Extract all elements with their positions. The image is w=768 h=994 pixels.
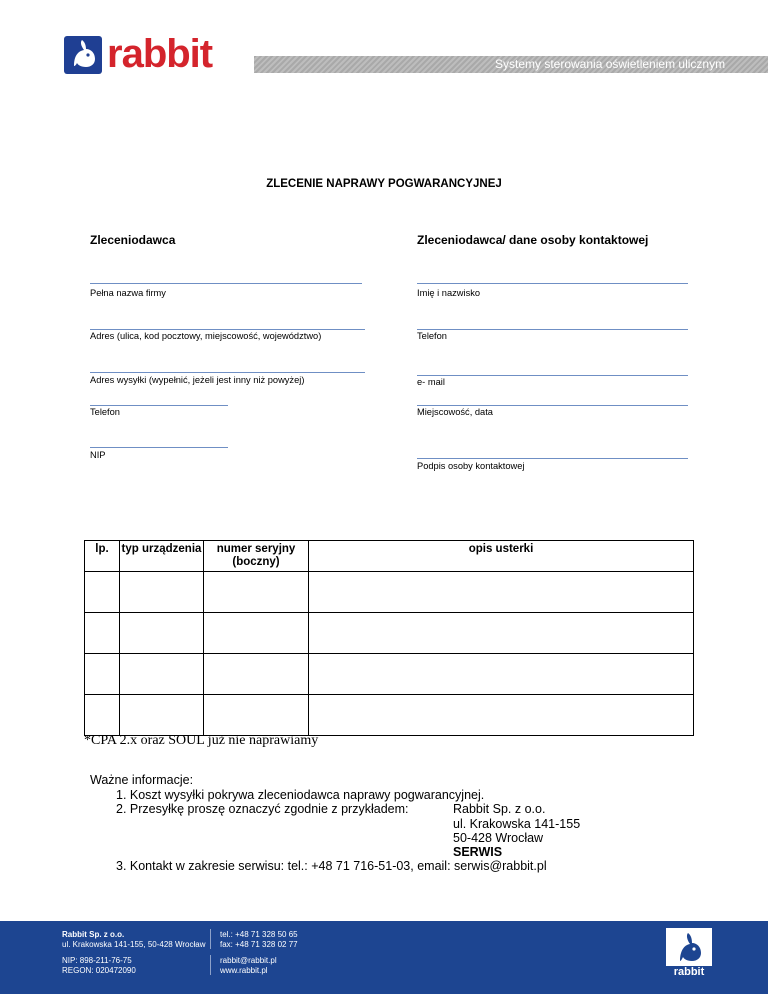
footer-fax: fax: +48 71 328 02 77 bbox=[220, 940, 298, 949]
repair-note: *CPA 2.x oraz SOUL już nie naprawiamy bbox=[84, 733, 319, 748]
table-cell[interactable] bbox=[204, 654, 309, 695]
repair-table bbox=[84, 540, 694, 736]
place-date-line[interactable] bbox=[417, 405, 688, 406]
footer-divider bbox=[210, 955, 211, 975]
col-header-device-type: typ urządzenia bbox=[120, 541, 204, 572]
footer-address: ul. Krakowska 141-155, 50-428 Wrocław bbox=[62, 940, 206, 949]
footer-www[interactable]: www.rabbit.pl bbox=[220, 966, 268, 975]
address-label: Adres (ulica, kod pocztowy, miejscowość, województwo) bbox=[90, 331, 322, 341]
rabbit-logo bbox=[64, 32, 226, 78]
table-cell[interactable] bbox=[85, 572, 120, 613]
shipping-address-line[interactable] bbox=[90, 372, 365, 373]
table-row bbox=[85, 654, 694, 695]
email-label: e- mail bbox=[417, 377, 445, 387]
shipping-address-street: ul. Krakowska 141-155 bbox=[453, 817, 581, 831]
table-row bbox=[85, 572, 694, 613]
table-cell[interactable] bbox=[309, 613, 694, 654]
table-cell[interactable] bbox=[85, 654, 120, 695]
table-cell[interactable] bbox=[120, 613, 204, 654]
footer-logo-wordmark: rabbit bbox=[673, 966, 705, 978]
email-line[interactable] bbox=[417, 375, 688, 376]
contact-phone-line[interactable] bbox=[417, 329, 688, 330]
signature-label: Podpis osoby kontaktowej bbox=[417, 461, 525, 471]
table-header-row bbox=[85, 541, 694, 572]
footer-email[interactable]: rabbit@rabbit.pl bbox=[220, 956, 277, 965]
table-cell[interactable] bbox=[204, 613, 309, 654]
table-cell[interactable] bbox=[120, 572, 204, 613]
contact-phone-label: Telefon bbox=[417, 331, 447, 341]
shipping-address-company: Rabbit Sp. z o.o. bbox=[453, 802, 546, 816]
footer-company: Rabbit Sp. z o.o. bbox=[62, 930, 125, 939]
table-cell[interactable] bbox=[120, 695, 204, 736]
place-date-label: Miejscowość, data bbox=[417, 407, 493, 417]
table-cell[interactable] bbox=[204, 572, 309, 613]
tagline: Systemy sterowania oświetleniem ulicznym bbox=[495, 57, 726, 71]
col-header-serial-number: numer seryjny (boczny) bbox=[204, 541, 309, 572]
col-header-lp: lp. bbox=[85, 541, 120, 572]
contact-heading: Zleceniodawca/ dane osoby kontaktowej bbox=[417, 233, 649, 247]
info-item-3: 3. Kontakt w zakresie serwisu: tel.: +48 71 716-51-03, email: serwis@rabbit.pl bbox=[116, 859, 547, 873]
table-cell[interactable] bbox=[85, 613, 120, 654]
shipping-address-service: SERWIS bbox=[453, 845, 503, 859]
rabbit-logo-wordmark: rabbit bbox=[107, 32, 213, 76]
document-title: ZLECENIE NAPRAWY POGWARANCYJNEJ bbox=[266, 178, 502, 190]
info-item-2: 2. Przesyłkę proszę oznaczyć zgodnie z przykładem: bbox=[116, 802, 409, 816]
table-row bbox=[85, 695, 694, 736]
company-name-label: Pełna nazwa firmy bbox=[90, 288, 166, 298]
address-line[interactable] bbox=[90, 329, 365, 330]
client-heading: Zleceniodawca bbox=[90, 233, 176, 247]
shipping-address-label: Adres wysyłki (wypełnić, jeżeli jest inny niż powyżej) bbox=[90, 375, 305, 385]
info-title: Ważne informacje: bbox=[90, 773, 194, 787]
footer-nip: NIP: 898-211-76-75 bbox=[62, 956, 132, 965]
info-item-1: 1. Koszt wysyłki pokrywa zleceniodawca naprawy pogwarancyjnej. bbox=[116, 788, 485, 802]
table-cell[interactable] bbox=[309, 695, 694, 736]
table-cell[interactable] bbox=[309, 572, 694, 613]
company-name-line[interactable] bbox=[90, 283, 362, 284]
footer-logo-icon bbox=[666, 928, 712, 966]
footer-divider bbox=[210, 929, 211, 949]
footer-regon: REGON: 020472090 bbox=[62, 966, 136, 975]
table-cell[interactable] bbox=[204, 695, 309, 736]
client-phone-label: Telefon bbox=[90, 407, 120, 417]
shipping-address-city: 50-428 Wrocław bbox=[453, 831, 544, 845]
col-header-fault-description: opis usterki bbox=[309, 541, 694, 572]
client-phone-line[interactable] bbox=[90, 405, 228, 406]
table-row bbox=[85, 613, 694, 654]
nip-label: NIP bbox=[90, 450, 106, 460]
nip-line[interactable] bbox=[90, 447, 228, 448]
table-cell[interactable] bbox=[85, 695, 120, 736]
table-cell[interactable] bbox=[309, 654, 694, 695]
rabbit-logo-icon bbox=[64, 36, 102, 74]
full-name-label: Imię i nazwisko bbox=[417, 288, 481, 298]
footer-tel: tel.: +48 71 328 50 65 bbox=[220, 930, 298, 939]
table-cell[interactable] bbox=[120, 654, 204, 695]
full-name-line[interactable] bbox=[417, 283, 688, 284]
signature-line[interactable] bbox=[417, 458, 688, 459]
